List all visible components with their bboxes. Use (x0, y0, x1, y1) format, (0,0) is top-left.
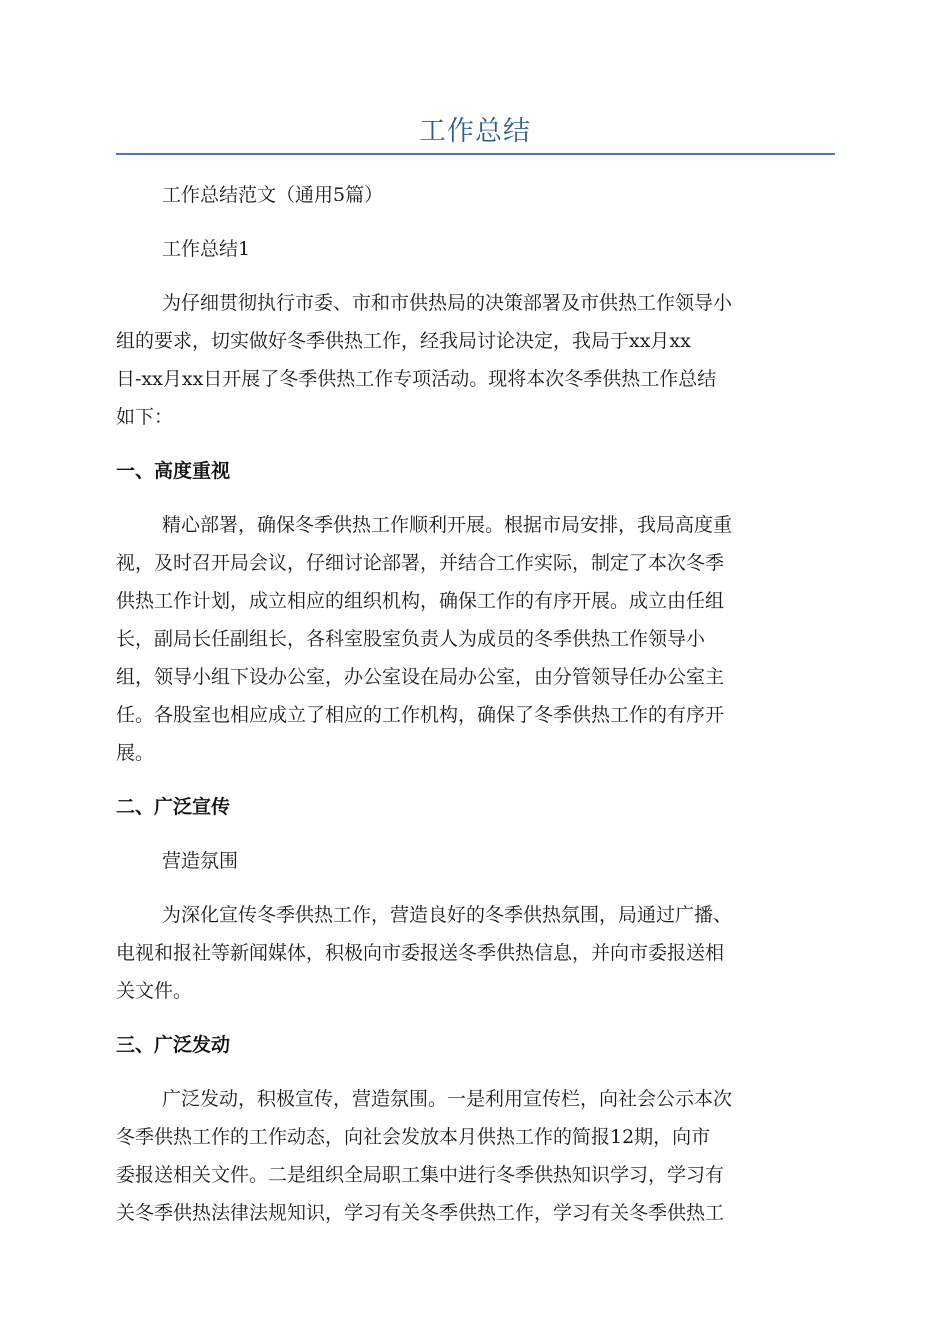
para-1-line: 组，领导小组下设办公室，办公室设在局办公室，由分管领导任办公室主 (116, 666, 725, 688)
para-2-line: 电视和报社等新闻媒体，积极向市委报送冬季供热信息，并向市委报送相 (116, 942, 725, 964)
intro-line: 为仔细贯彻执行市委、市和市供热局的决策部署及市供热工作领导小 (162, 292, 733, 314)
para-1-line: 任。各股室也相应成立了相应的工作机构，确保了冬季供热工作的有序开 (116, 704, 725, 726)
para-3-line: 冬季供热工作的工作动态，向社会发放本月供热工作的简报12期，向市 (116, 1126, 711, 1148)
heading-2: 二、广泛宣传 (116, 796, 231, 818)
para-1-line: 精心部署，确保冬季供热工作顺利开展。根据市局安排，我局高度重 (162, 514, 733, 536)
intro-line: 组的要求，切实做好冬季供热工作，经我局讨论决定，我局于xx月xx (116, 330, 691, 352)
para-1-line: 展。 (116, 742, 155, 764)
para-3-line: 广泛发动，积极宣传，营造氛围。一是利用宣传栏，向社会公示本次 (162, 1088, 733, 1110)
heading-3: 三、广泛发动 (116, 1034, 231, 1056)
section-title: 工作总结1 (162, 238, 251, 260)
title-underline (116, 153, 835, 155)
document-title: 工作总结 (419, 116, 531, 147)
para-2-line: 关文件。 (116, 980, 193, 1002)
document-subtitle: 工作总结范文（通用5篇） (162, 184, 384, 206)
intro-line: 如下： (116, 406, 174, 428)
para-2-line: 为深化宣传冬季供热工作，营造良好的冬季供热氛围，局通过广播、 (162, 904, 733, 926)
para-1-line: 视，及时召开局会议，仔细讨论部署，并结合工作实际，制定了本次冬季 (116, 552, 725, 574)
para-1-line: 长，副局长任副组长，各科室股室负责人为成员的冬季供热工作领导小 (116, 628, 706, 650)
para-3-line: 委报送相关文件。二是组织全局职工集中进行冬季供热知识学习，学习有 (116, 1164, 725, 1186)
heading-1: 一、高度重视 (116, 460, 231, 482)
intro-line: 日-xx月xx日开展了冬季供热工作专项活动。现将本次冬季供热工作总结 (116, 368, 717, 390)
para-3-line: 关冬季供热法律法规知识，学习有关冬季供热工作，学习有关冬季供热工 (116, 1202, 725, 1224)
para-1-line: 供热工作计划，成立相应的组织机构，确保工作的有序开展。成立由任组 (116, 590, 725, 612)
sub-heading-2: 营造氛围 (162, 850, 239, 872)
